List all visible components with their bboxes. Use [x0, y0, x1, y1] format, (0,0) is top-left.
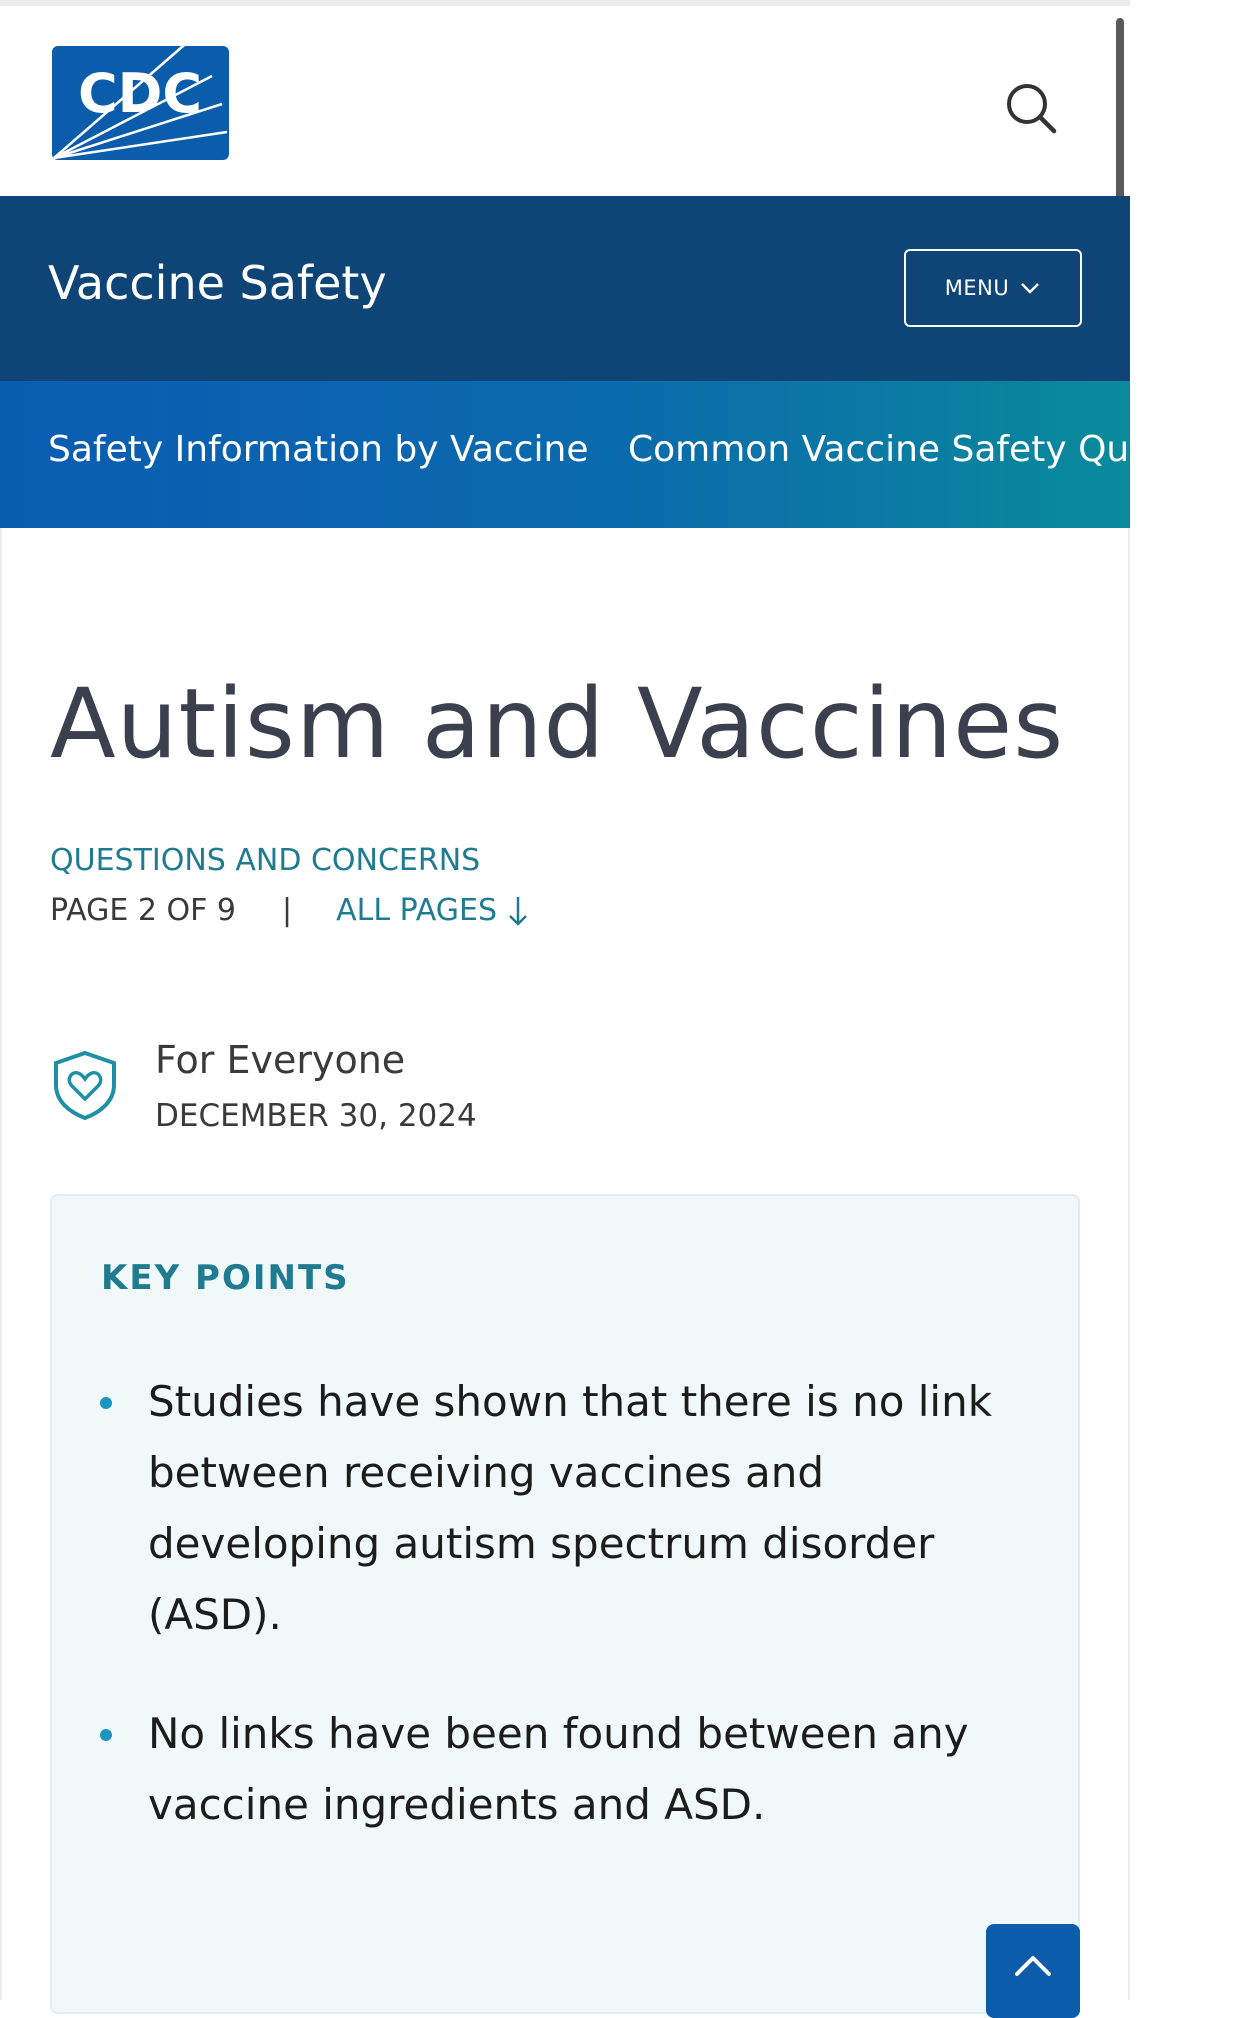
logo-text: CDC	[77, 62, 203, 125]
search-button[interactable]	[996, 74, 1068, 146]
key-points-list	[100, 1366, 1030, 1888]
sub-navigation	[0, 381, 1258, 528]
key-point-text: Studies have shown that there is no link between receiving vaccines and developing autism spectrum disorder (ASD).	[148, 1377, 993, 1639]
page-indicator: PAGE 2 OF 9	[50, 893, 237, 928]
key-point-text: No links have been found between any vaccine ingredients and ASD.	[148, 1709, 969, 1829]
search-icon	[996, 74, 1068, 146]
arrow-down-icon	[507, 894, 529, 928]
all-pages-link[interactable]	[336, 893, 529, 928]
list-item	[100, 1698, 1030, 1840]
subnav-item-common-questions[interactable]: Common Vaccine Safety Questions	[628, 429, 1258, 470]
content-border-right	[1128, 528, 1130, 2000]
all-pages-label: ALL PAGES	[336, 893, 498, 928]
page-indicator-row	[50, 893, 529, 928]
subnav-item-safety-information[interactable]: Safety Information by Vaccine	[48, 429, 589, 470]
menu-button[interactable]	[904, 249, 1082, 327]
site-title[interactable]: Vaccine Safety	[48, 256, 387, 310]
chevron-up-icon	[1013, 1952, 1053, 1978]
page-title: Autism and Vaccines	[50, 668, 1065, 780]
bullet-icon	[100, 1397, 112, 1409]
cdc-logo[interactable]	[52, 46, 229, 160]
list-item	[100, 1366, 1030, 1650]
publish-date: DECEMBER 30, 2024	[155, 1098, 477, 1134]
section-link[interactable]: QUESTIONS AND CONCERNS	[50, 843, 481, 878]
key-points-heading: KEY POINTS	[101, 1258, 350, 1298]
site-header	[0, 6, 1130, 196]
back-to-top-button[interactable]	[986, 1924, 1080, 2018]
key-points-box	[50, 1194, 1080, 2014]
chevron-down-icon	[1019, 281, 1041, 295]
audience-label: For Everyone	[155, 1038, 406, 1082]
shield-heart-icon	[50, 1049, 120, 1121]
separator: |	[282, 893, 293, 928]
bullet-icon	[100, 1729, 112, 1741]
content-border-left	[0, 528, 2, 2000]
menu-label: MENU	[944, 276, 1010, 300]
